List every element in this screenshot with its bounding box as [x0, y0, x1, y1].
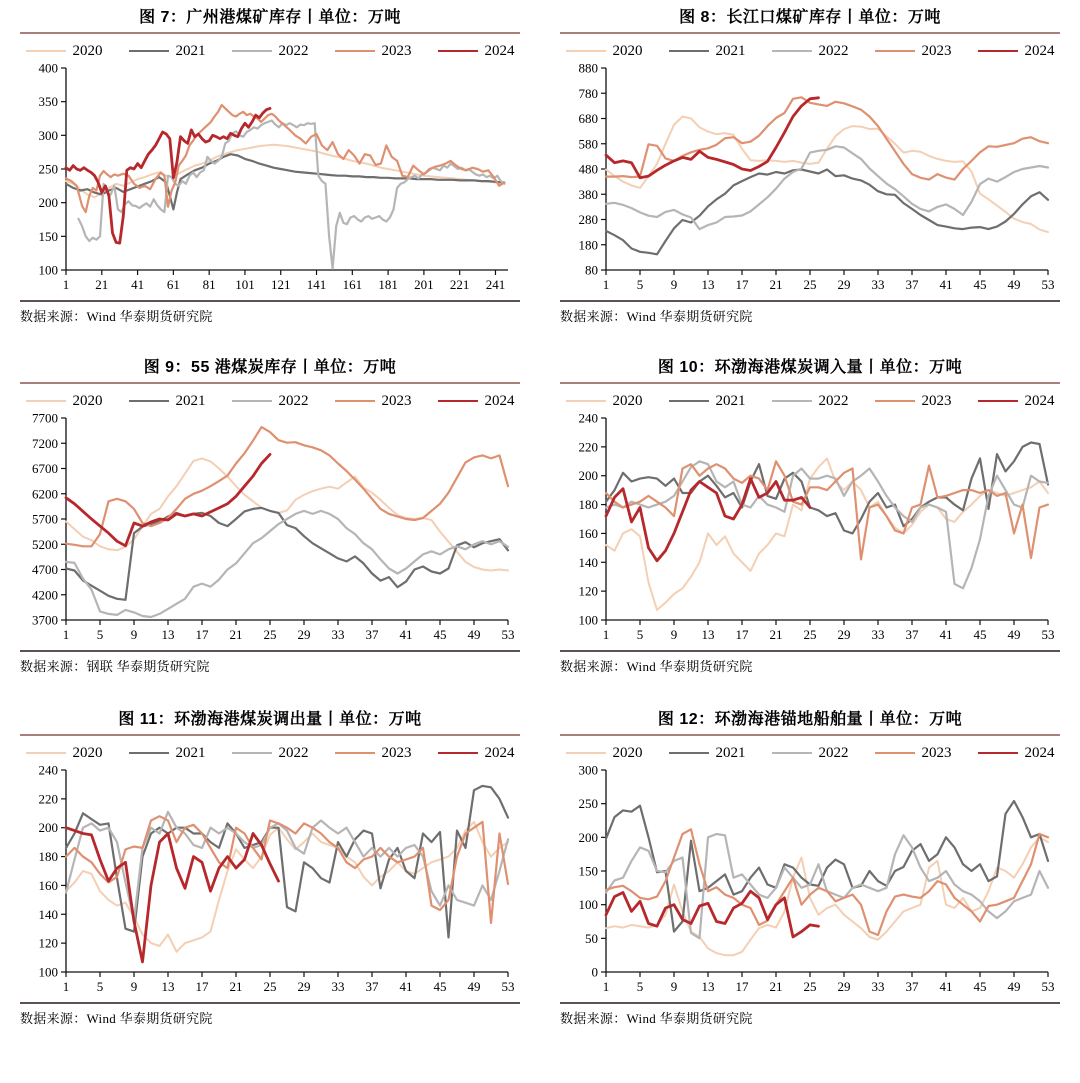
- series-line-2021: [606, 443, 1048, 534]
- y-tick-label: 180: [38, 849, 58, 865]
- x-tick-label: 37: [905, 277, 919, 292]
- x-tick-label: 53: [501, 979, 515, 994]
- legend-label-2023: 2023: [381, 744, 412, 761]
- legend-swatch-2023: [335, 752, 375, 755]
- legend-label-2023: 2023: [381, 392, 412, 409]
- legend-label-2021: 2021: [715, 392, 746, 409]
- x-tick-label: 17: [195, 979, 209, 994]
- legend-label-2020: 2020: [612, 744, 643, 761]
- legend-swatch-2022: [232, 400, 272, 403]
- x-tick-label: 25: [803, 277, 817, 292]
- chart-panel-fig7: [0, 0, 540, 350]
- x-tick-label: 21: [769, 627, 783, 642]
- y-tick-label: 400: [38, 62, 58, 76]
- legend-item-2022: [772, 43, 849, 60]
- x-tick-label: 37: [365, 627, 379, 642]
- legend-label-2020: 2020: [72, 42, 103, 59]
- y-tick-label: 200: [38, 820, 58, 836]
- legend-item-2024: [978, 745, 1055, 762]
- legend-label-2024: 2024: [484, 392, 515, 409]
- legend-label-2024: 2024: [484, 42, 515, 59]
- x-tick-label: 1: [62, 627, 70, 642]
- chart-legend: [20, 390, 520, 412]
- y-tick-label: 160: [578, 525, 598, 541]
- legend-item-2023: [875, 745, 952, 762]
- x-tick-label: 9: [670, 979, 678, 994]
- legend-swatch-2024: [978, 400, 1018, 403]
- legend-item-2024: [978, 43, 1055, 60]
- chart-title: 图 10：环渤海港煤炭调入量丨单位：万吨: [657, 359, 963, 376]
- chart-title: 图 12：环渤海港锚地船舶量丨单位：万吨: [657, 711, 963, 728]
- y-tick-label: 100: [578, 897, 598, 913]
- x-tick-label: 41: [939, 627, 953, 642]
- line-chart: [20, 62, 520, 298]
- y-tick-label: 100: [38, 964, 58, 980]
- legend-swatch-2020: [566, 50, 606, 53]
- chart-panel-fig9: [0, 350, 540, 702]
- x-tick-label: 5: [636, 979, 644, 994]
- y-tick-label: 220: [38, 791, 58, 807]
- legend-item-2022: [772, 745, 849, 762]
- x-tick-label: 5: [636, 627, 644, 642]
- legend-label-2022: 2022: [818, 42, 849, 59]
- legend-label-2024: 2024: [1024, 392, 1055, 409]
- x-tick-label: 5: [96, 979, 104, 994]
- chart-title: 图 7：广州港煤矿库存丨单位：万吨: [139, 9, 401, 26]
- legend-label-2022: 2022: [278, 392, 309, 409]
- title-rule: [560, 32, 1060, 34]
- legend-item-2023: [335, 745, 412, 762]
- line-chart: [560, 764, 1060, 1000]
- legend-swatch-2022: [772, 50, 812, 53]
- x-tick-label: 45: [433, 627, 447, 642]
- y-tick-label: 380: [578, 186, 598, 202]
- x-tick-label: 21: [229, 979, 243, 994]
- x-tick-label: 33: [331, 627, 345, 642]
- x-tick-label: 49: [1007, 277, 1021, 292]
- y-tick-label: 4200: [32, 587, 58, 603]
- x-tick-label: 9: [670, 627, 678, 642]
- chart-panel-fig12: [540, 702, 1080, 1083]
- legend-item-2021: [669, 745, 746, 762]
- y-tick-label: 200: [578, 829, 598, 845]
- legend-swatch-2021: [669, 50, 709, 53]
- x-tick-label: 9: [670, 277, 678, 292]
- chart-canvas-fig12: [560, 764, 1060, 1000]
- y-tick-label: 220: [578, 439, 598, 455]
- legend-swatch-2024: [438, 400, 478, 403]
- chart-legend: [560, 40, 1060, 62]
- series-line-2023: [66, 105, 504, 212]
- series-line-2023: [606, 97, 1048, 179]
- legend-label-2022: 2022: [278, 744, 309, 761]
- legend-swatch-2022: [232, 752, 272, 755]
- legend-item-2021: [669, 43, 746, 60]
- legend-swatch-2021: [669, 400, 709, 403]
- x-tick-label: 1: [602, 277, 610, 292]
- y-tick-label: 240: [38, 764, 58, 778]
- x-tick-label: 41: [399, 627, 413, 642]
- line-chart: [560, 412, 1060, 648]
- legend-item-2023: [335, 393, 412, 410]
- data-source: 数据来源：Wind 华泰期货研究院: [560, 1011, 753, 1026]
- series-line-2024: [66, 454, 270, 545]
- y-tick-label: 580: [578, 136, 598, 152]
- x-tick-label: 49: [467, 627, 481, 642]
- x-tick-label: 29: [297, 979, 311, 994]
- y-tick-label: 780: [578, 85, 598, 101]
- y-tick-label: 100: [38, 262, 58, 278]
- legend-label-2024: 2024: [484, 744, 515, 761]
- data-source: 数据来源：Wind 华泰期货研究院: [20, 1011, 213, 1026]
- y-tick-label: 150: [38, 228, 58, 244]
- source-rule: [560, 300, 1060, 302]
- x-tick-label: 49: [467, 979, 481, 994]
- x-tick-label: 41: [939, 277, 953, 292]
- x-tick-label: 25: [803, 979, 817, 994]
- source-rule: [560, 650, 1060, 652]
- x-tick-label: 53: [1041, 979, 1055, 994]
- legend-swatch-2024: [438, 752, 478, 755]
- x-tick-label: 9: [130, 979, 138, 994]
- legend-label-2021: 2021: [175, 392, 206, 409]
- source-rule: [560, 1002, 1060, 1004]
- legend-swatch-2022: [772, 752, 812, 755]
- y-tick-label: 250: [38, 161, 58, 177]
- legend-label-2022: 2022: [278, 42, 309, 59]
- legend-item-2021: [669, 393, 746, 410]
- legend-swatch-2020: [26, 752, 66, 755]
- x-tick-label: 1: [602, 627, 610, 642]
- legend-item-2020: [26, 393, 103, 410]
- data-source: 数据来源：Wind 华泰期货研究院: [20, 309, 213, 324]
- legend-item-2020: [26, 43, 103, 60]
- x-tick-label: 21: [95, 277, 109, 292]
- legend-swatch-2024: [978, 50, 1018, 53]
- legend-swatch-2020: [566, 400, 606, 403]
- legend-swatch-2021: [129, 752, 169, 755]
- x-tick-label: 21: [769, 277, 783, 292]
- x-tick-label: 13: [701, 979, 715, 994]
- y-tick-label: 0: [591, 964, 598, 980]
- x-tick-label: 25: [263, 979, 277, 994]
- x-tick-label: 33: [331, 979, 345, 994]
- y-tick-label: 140: [578, 554, 598, 570]
- chart-panel-fig11: [0, 702, 540, 1083]
- chart-title: 图 9：55 港煤炭库存丨单位：万吨: [143, 359, 397, 376]
- legend-label-2021: 2021: [175, 744, 206, 761]
- legend-swatch-2021: [129, 400, 169, 403]
- y-tick-label: 6200: [32, 486, 58, 502]
- legend-label-2020: 2020: [72, 392, 103, 409]
- y-tick-label: 120: [38, 935, 58, 951]
- legend-item-2020: [566, 43, 643, 60]
- x-tick-label: 1: [62, 277, 70, 292]
- x-tick-label: 37: [905, 979, 919, 994]
- x-tick-label: 161: [342, 277, 363, 292]
- legend-label-2023: 2023: [921, 42, 952, 59]
- y-tick-label: 5200: [32, 536, 58, 552]
- y-tick-label: 180: [578, 497, 598, 513]
- title-rule: [560, 382, 1060, 384]
- series-line-2020: [606, 837, 1048, 955]
- legend-item-2023: [875, 43, 952, 60]
- y-tick-label: 5700: [32, 511, 58, 527]
- x-tick-label: 17: [735, 627, 749, 642]
- y-tick-label: 280: [578, 212, 598, 227]
- y-tick-label: 350: [38, 94, 58, 110]
- chart-canvas-fig10: [560, 412, 1060, 648]
- x-tick-label: 21: [229, 627, 243, 642]
- x-tick-label: 1: [62, 979, 70, 994]
- legend-item-2021: [129, 745, 206, 762]
- chart-legend: [20, 40, 520, 62]
- legend-label-2020: 2020: [612, 392, 643, 409]
- x-tick-label: 81: [202, 277, 216, 292]
- chart-canvas-fig11: [20, 764, 520, 1000]
- x-tick-label: 25: [263, 627, 277, 642]
- legend-item-2021: [129, 393, 206, 410]
- legend-item-2024: [438, 745, 515, 762]
- x-tick-label: 49: [1007, 627, 1021, 642]
- legend-label-2024: 2024: [1024, 744, 1055, 761]
- legend-item-2023: [335, 43, 412, 60]
- y-tick-label: 150: [578, 863, 598, 879]
- x-tick-label: 53: [501, 627, 515, 642]
- y-tick-label: 680: [578, 111, 598, 126]
- x-tick-label: 45: [973, 979, 987, 994]
- x-tick-label: 17: [195, 627, 209, 642]
- x-tick-label: 101: [235, 277, 255, 292]
- legend-item-2023: [875, 393, 952, 410]
- legend-item-2020: [26, 745, 103, 762]
- legend-item-2024: [978, 393, 1055, 410]
- x-tick-label: 33: [871, 979, 885, 994]
- y-tick-label: 140: [38, 906, 58, 922]
- legend-swatch-2023: [875, 752, 915, 755]
- x-tick-label: 5: [636, 277, 644, 292]
- legend-label-2021: 2021: [715, 744, 746, 761]
- legend-label-2021: 2021: [715, 42, 746, 59]
- line-chart: [20, 764, 520, 1000]
- y-tick-label: 120: [578, 583, 598, 599]
- y-tick-label: 880: [578, 62, 598, 76]
- x-tick-label: 45: [433, 979, 447, 994]
- legend-label-2023: 2023: [381, 42, 412, 59]
- legend-swatch-2020: [26, 400, 66, 403]
- x-tick-label: 9: [130, 627, 138, 642]
- y-tick-label: 300: [578, 764, 598, 778]
- legend-item-2024: [438, 393, 515, 410]
- x-tick-label: 53: [1041, 277, 1055, 292]
- series-line-2022: [79, 121, 505, 269]
- x-tick-label: 29: [837, 627, 851, 642]
- chart-legend: [560, 390, 1060, 412]
- x-tick-label: 37: [905, 627, 919, 642]
- legend-swatch-2023: [335, 50, 375, 53]
- data-source: 数据来源：钢联 华泰期货研究院: [20, 659, 210, 674]
- y-tick-label: 240: [578, 412, 598, 426]
- chart-canvas-fig8: [560, 62, 1060, 298]
- x-tick-label: 13: [701, 627, 715, 642]
- series-line-2020: [606, 117, 1048, 233]
- x-tick-label: 241: [485, 277, 506, 292]
- legend-label-2020: 2020: [612, 42, 643, 59]
- legend-swatch-2023: [335, 400, 375, 403]
- x-tick-label: 181: [378, 277, 398, 292]
- x-tick-label: 17: [735, 277, 749, 292]
- legend-swatch-2021: [129, 50, 169, 53]
- x-tick-label: 29: [837, 979, 851, 994]
- legend-swatch-2024: [438, 50, 478, 53]
- x-tick-label: 1: [602, 979, 610, 994]
- legend-item-2022: [232, 745, 309, 762]
- title-rule: [20, 382, 520, 384]
- title-rule: [20, 32, 520, 34]
- chart-legend: [20, 742, 520, 764]
- y-tick-label: 160: [38, 877, 58, 893]
- chart-panel-fig8: [540, 0, 1080, 350]
- x-tick-label: 17: [735, 979, 749, 994]
- legend-label-2022: 2022: [818, 392, 849, 409]
- y-tick-label: 7200: [32, 435, 58, 451]
- y-tick-label: 300: [38, 127, 58, 143]
- series-line-2021: [606, 801, 1048, 932]
- legend-swatch-2020: [26, 50, 66, 53]
- y-tick-label: 50: [585, 930, 598, 946]
- x-tick-label: 121: [270, 277, 291, 292]
- legend-item-2020: [566, 393, 643, 410]
- y-tick-label: 180: [578, 237, 598, 253]
- y-tick-label: 480: [578, 161, 598, 177]
- legend-label-2022: 2022: [818, 744, 849, 761]
- data-source: 数据来源：Wind 华泰期货研究院: [560, 309, 753, 324]
- x-tick-label: 25: [803, 627, 817, 642]
- title-rule: [20, 734, 520, 736]
- x-tick-label: 29: [297, 627, 311, 642]
- legend-item-2022: [232, 43, 309, 60]
- x-tick-label: 33: [871, 277, 885, 292]
- x-tick-label: 45: [973, 627, 987, 642]
- legend-item-2022: [772, 393, 849, 410]
- x-tick-label: 41: [939, 979, 953, 994]
- chart-title: 图 11：环渤海港煤炭调出量丨单位：万吨: [118, 711, 422, 728]
- y-tick-label: 250: [578, 796, 598, 812]
- y-tick-label: 200: [578, 468, 598, 484]
- series-line-2024: [606, 479, 810, 561]
- data-source: 数据来源：Wind 华泰期货研究院: [560, 659, 753, 674]
- legend-label-2021: 2021: [175, 42, 206, 59]
- legend-swatch-2020: [566, 752, 606, 755]
- x-tick-label: 53: [1041, 627, 1055, 642]
- x-tick-label: 61: [166, 277, 180, 292]
- x-tick-label: 41: [131, 277, 145, 292]
- legend-swatch-2022: [232, 50, 272, 53]
- x-tick-label: 49: [1007, 979, 1021, 994]
- y-tick-label: 4700: [32, 562, 58, 577]
- line-chart: [560, 62, 1060, 298]
- x-tick-label: 13: [701, 277, 715, 292]
- x-tick-label: 45: [973, 277, 987, 292]
- y-tick-label: 100: [578, 612, 598, 628]
- source-rule: [20, 1002, 520, 1004]
- legend-item-2021: [129, 43, 206, 60]
- legend-label-2024: 2024: [1024, 42, 1055, 59]
- x-tick-label: 37: [365, 979, 379, 994]
- x-tick-label: 13: [161, 627, 175, 642]
- chart-canvas-fig7: [20, 62, 520, 298]
- legend-swatch-2023: [875, 50, 915, 53]
- legend-swatch-2022: [772, 400, 812, 403]
- x-tick-label: 201: [414, 277, 434, 292]
- x-tick-label: 221: [449, 277, 470, 292]
- x-tick-label: 5: [96, 627, 104, 642]
- y-tick-label: 200: [38, 195, 58, 211]
- x-tick-label: 33: [871, 627, 885, 642]
- series-line-2022: [606, 146, 1048, 229]
- legend-swatch-2021: [669, 752, 709, 755]
- source-rule: [20, 300, 520, 302]
- y-tick-label: 6700: [32, 461, 58, 476]
- legend-swatch-2023: [875, 400, 915, 403]
- legend-item-2022: [232, 393, 309, 410]
- legend-label-2023: 2023: [921, 744, 952, 761]
- chart-legend: [560, 742, 1060, 764]
- chart-canvas-fig9: [20, 412, 520, 648]
- legend-label-2023: 2023: [921, 392, 952, 409]
- legend-item-2024: [438, 43, 515, 60]
- legend-swatch-2024: [978, 752, 1018, 755]
- legend-label-2020: 2020: [72, 744, 103, 761]
- x-tick-label: 141: [306, 277, 327, 292]
- title-rule: [560, 734, 1060, 736]
- x-tick-label: 41: [399, 979, 413, 994]
- y-tick-label: 7700: [32, 412, 58, 426]
- source-rule: [20, 650, 520, 652]
- series-line-2024: [606, 891, 819, 937]
- y-tick-label: 3700: [32, 612, 58, 628]
- x-tick-label: 21: [769, 979, 783, 994]
- x-tick-label: 13: [161, 979, 175, 994]
- chart-panel-fig10: [540, 350, 1080, 702]
- legend-item-2020: [566, 745, 643, 762]
- x-tick-label: 29: [837, 277, 851, 292]
- y-tick-label: 80: [585, 262, 598, 278]
- line-chart: [20, 412, 520, 648]
- chart-title: 图 8：长江口煤矿库存丨单位：万吨: [679, 9, 941, 26]
